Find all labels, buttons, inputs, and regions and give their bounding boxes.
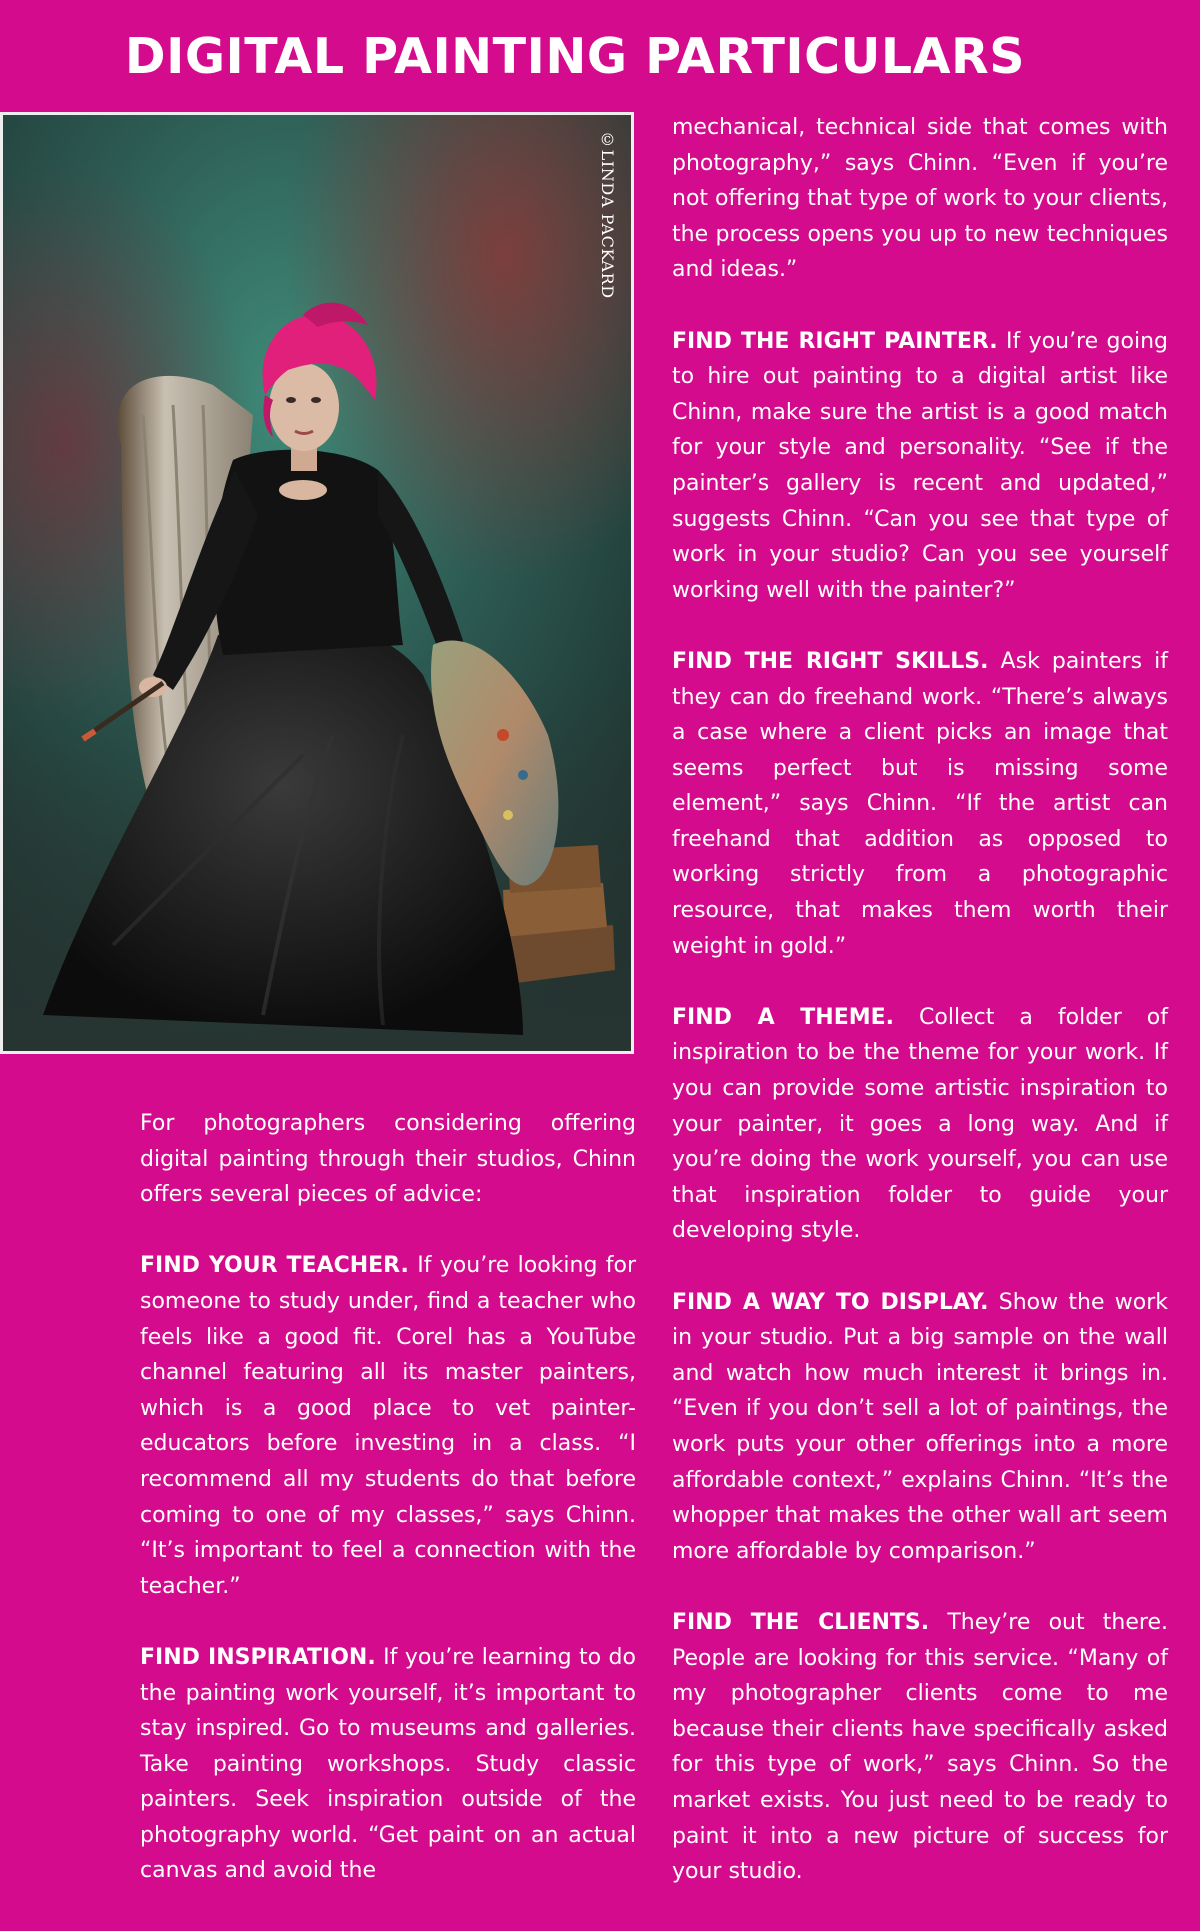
painter-body: If you’re going to hire out painting to a digital artist like Chinn, make sure the artist is a good match for your style and personality. “See if the painter’s gallery is recent and updated,” suggests Chinn. “Can you see that type of work in your studio? Can you see yourself working well with the painter?” <box>672 328 1168 603</box>
painter-paragraph <box>672 324 1168 609</box>
teacher-paragraph <box>140 1248 636 1604</box>
theme-paragraph <box>672 1000 1168 1249</box>
right-column <box>672 110 1168 1890</box>
teacher-heading: FIND YOUR TEACHER. <box>140 1253 409 1279</box>
skills-body: Ask painters if they can do freehand work. “There’s always a case where a client picks an image that seems perfect but is missing some element,” says Chinn. “If the artist can freehand that addition as opposed to working strictly from a photographic resource, that makes them worth their weight in gold.” <box>672 648 1168 959</box>
teacher-body: If you’re looking for someone to study under, find a teacher who feels like a good fit. Corel has a YouTube channel featuring all its master painters, which is a good place to vet painter-educators before investing in a class. “I recommend all my students do that before coming to one of my classes,” says Chinn. “It’s important to feel a connection with the teacher.” <box>140 1253 636 1599</box>
clients-paragraph <box>672 1605 1168 1890</box>
inspiration-heading: FIND INSPIRATION. <box>140 1644 376 1670</box>
display-paragraph <box>672 1285 1168 1570</box>
page-title: DIGITAL PAINTING PARTICULARS <box>124 28 1026 85</box>
display-heading: FIND A WAY TO DISPLAY. <box>672 1289 989 1315</box>
portrait-painting <box>0 112 634 1054</box>
skills-heading: FIND THE RIGHT SKILLS. <box>672 648 989 674</box>
inspiration-body: If you’re learning to do the painting work yourself, it’s important to stay inspired. Go to museums and galleries. Take painting workshops. Study classic painters. Seek inspiration outside of the photography world. “Get paint on an actual canvas and avoid the <box>140 1644 636 1884</box>
photo-credit: ©LINDA PACKARD <box>598 130 617 299</box>
clients-body: They’re out there. People are looking for this service. “Many of my photographer clients come to me because their clients have specifically asked for this type of work,” says Chinn. So the market exists. You just need to be ready to paint it into a new picture of success for your studio. <box>672 1609 1169 1885</box>
display-body: Show the work in your studio. Put a big sample on the wall and watch how much interest it brings in. “Even if you don’t sell a lot of paintings, the work puts your other offerings into a more affordable context,” explains Chinn. “It’s the whopper that makes the other wall art seem more affordable by comparison.” <box>672 1289 1168 1564</box>
continuation-paragraph: mechanical, technical side that comes with photography,” says Chinn. “Even if you’re not offering that type of work to your clients, the process opens you up to new techniques and ideas.” <box>672 115 1168 283</box>
left-column <box>140 1106 636 1889</box>
theme-body: Collect a folder of inspiration to be the theme for your work. If you can provide some artistic inspiration to your painter, it goes a long way. And if you’re doing the work yourself, you can use that inspiration folder to guide your developing style. <box>672 1004 1168 1244</box>
intro-paragraph: For photographers considering offering digital painting through their studios, Chinn offers several pieces of advice: <box>140 1111 636 1208</box>
clients-heading: FIND THE CLIENTS. <box>672 1609 930 1635</box>
skills-paragraph <box>672 644 1168 964</box>
painter-heading: FIND THE RIGHT PAINTER. <box>672 328 998 354</box>
inspiration-paragraph <box>140 1640 636 1889</box>
theme-heading: FIND A THEME. <box>672 1004 895 1030</box>
